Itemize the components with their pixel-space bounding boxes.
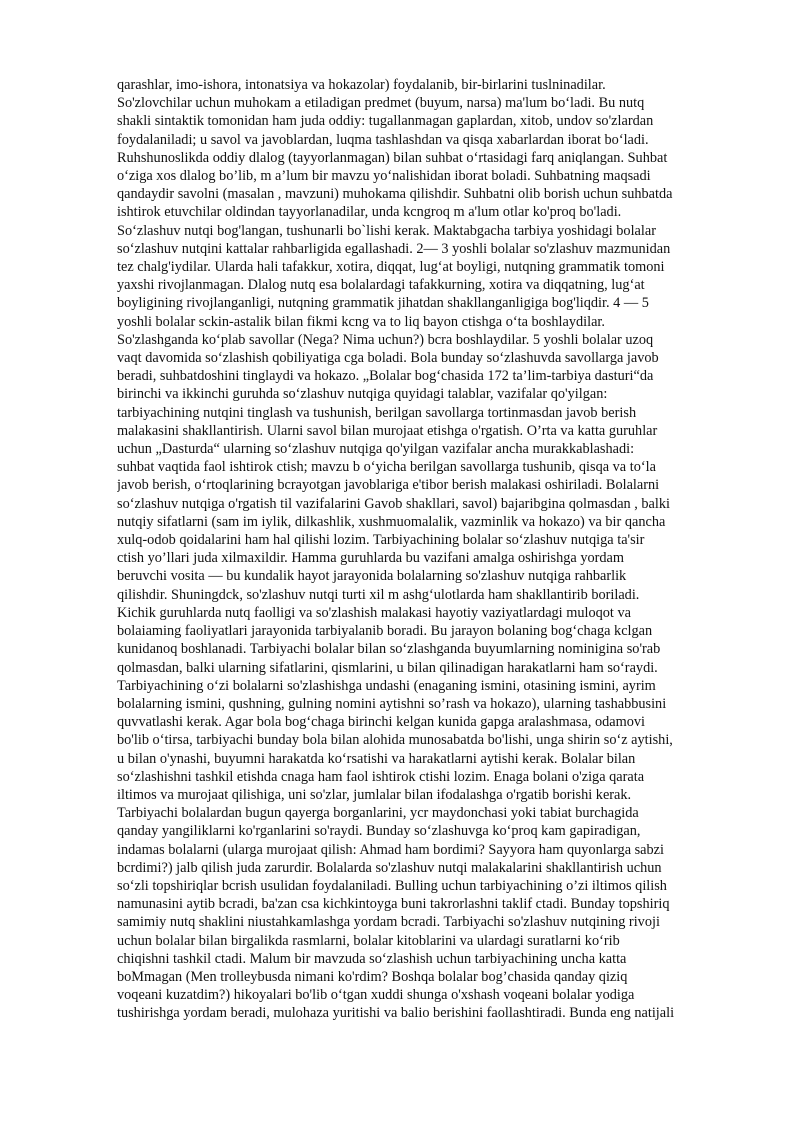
body-text	[117, 76, 743, 1023]
text-line: Kichik guruhlarda nutq faolligi va so'zlashish malakasi hayotiy vaziyatlardagi muloqot va	[117, 604, 631, 621]
text-line: kunidanoq boshlanadi. Tarbiyachi bolalar bilan so‘zlashganda buyumlarning nominigina so'rab	[117, 641, 661, 658]
text-line: qarashlar, imo-ishora, intonatsiya va hokazolar) foydalanib, bir-birlarini tuslninadilar.	[117, 77, 606, 93]
text-line: boyligining rivojlanganligi, nutqning grammatik jihatdan shakllanganligiga bog'liqdir. 4 — 5	[117, 295, 649, 312]
text-line: So'zlovchilar uchun muhokam a etiladigan predmet (buyum, narsa) ma'lum bo‘ladi. Bu nutq	[117, 95, 645, 112]
text-line: so‘zlashishni tashkil etishda cnaga ham faol ishtirok ctishi lozim. Enaga bolani o'ziga qarata	[117, 768, 645, 785]
text-line: Tarbiyachi bolalardan bugun qayerga borganlarini, ycr maydonchasi yoki tabiat burchagida	[117, 805, 639, 822]
text-line: yoshli bolalar sckin-astalik bilan fikmi kcng va to liq bayon ctishga o‘ta boshlaydilar.	[117, 313, 605, 330]
text-line: o‘ziga xos dlalog bo’lib, m a’lum bir mavzu yo‘nalishidan iborat boladi. Suhbatning maqsadi	[117, 168, 651, 185]
text-line: qandaydir savolni (masalan , mavzuni) muhokama qilishdir. Suhbatni olib borish uchun suhbatda	[117, 186, 673, 203]
text-line: uchun bolalar bilan birgalikda rasmlarni, bolalar kitoblarini va ulardagi suratlarni ko‘rib	[117, 932, 620, 949]
text-line: iltimos va murojaat qilishiga, uni so'zlar, jumlalar bilan ifodalashga o'rgatib borishi kerak.	[117, 786, 632, 803]
text-line: vaqt davomida so‘zlashish qobiliyatiga cga boladi. Bola bunday so‘zlashuvda savollarga javob	[117, 350, 659, 367]
text-line: malakasini shakllantirish. Ularni savol bilan murojaat etishga o'rgatish. O’rta va katta guruhlar	[117, 422, 658, 439]
document-page	[117, 76, 743, 1023]
text-line: javob berish, o‘rtoqlarining bcrayotgan javoblariga e'tibor berish malakasi oshiriladi. Bolalarni	[117, 477, 660, 494]
text-line: samimiy nutq shaklini niustahkamlashga yordam bcradi. Tarbiyachi so'zlashuv nutqining rivoji	[117, 914, 660, 931]
text-line: so‘zlashuv nutqini kattalar rahbarligida egallashadi. 2— 3 yoshli bolalar so'zlashuv mazmunidan	[117, 240, 671, 257]
text-line: birinchi va ikkinchi guruhda so‘zlashuv nutqiga quyidagi talablar, vazifalar qo'yilgan:	[117, 386, 608, 403]
text-line: shakli sintaktik tomonidan ham juda oddiy: tugallanmagan gaplardan, xitob, undov so'zlardan	[117, 113, 654, 130]
text-line: Ruhshunoslikda oddiy dlalog (tayyorlanmagan) bilan suhbat o‘rtasidagi farq aniqlangan. Suhbat	[117, 149, 668, 166]
text-line: quvvatlashi kerak. Agar bola bog‘chaga birinchi kelgan kunida gapga aralashmasa, odamovi	[117, 714, 646, 731]
text-line: So‘zlashuv nutqi bog'langan, tushunarli bo`lishi kerak. Maktabgacha tarbiya yoshidagi bolalar	[117, 222, 656, 239]
text-line: beradi, suhbatdoshini tinglaydi va hokazo. „Bolalar bog‘chasida 172 ta’lim-tarbiya dasturi“da	[117, 368, 654, 385]
text-line: yaxshi rivojlanmagan. Dlalog nutq esa bolalardagi tafakkurning, xotira va diqqatning, lug‘at	[117, 277, 645, 294]
text-line: xulq-odob qoidalarini ham hal qilishi lozim. Tarbiyachining bolalar so‘zlashuv nutqiga ta'sir	[117, 532, 645, 549]
text-line: voqeani kuzatdim?) hikoyalari bo'lib o‘tgan xuddi shunga o'xshash voqeani bolalar yodiga	[117, 987, 635, 1004]
text-line: ishtirok etuvchilar oldindan tayyorlanadilar, unda kcngroq m a'lum otlar ko'proq bo'ladi.	[117, 204, 622, 221]
text-line: chiqishni tashkil ctadi. Malum bir mavzuda so‘zlashish uchun tarbiyachining uncha katta	[117, 950, 627, 967]
text-line: beruvchi vosita — bu kundalik hayot jarayonida bolalarning so'zlashuv nutqiga rahbarlik	[117, 568, 627, 585]
text-line: u bilan o'ynashi, buyumni harakatda ko‘rsatishi va harakatlarni aytishi kerak. Bolalar bilan	[117, 750, 636, 767]
text-line: ctish yo’llari juda xilmaxildir. Hamma guruhlarda bu vazifani amalga oshirishga yordam	[117, 550, 625, 567]
text-line: uchun „Dasturda“ ularning so‘zlashuv nutqiga qo'yilgan vazifalar ancha murakkablashadi:	[117, 441, 635, 458]
text-line: indamas bolalarni (ularga murojaat qilish: Ahmad ham bordimi? Sayyora ham quyonlarga sabzi	[117, 841, 664, 858]
text-line: tez chalg'iydilar. Ularda hali tafakkur, xotira, diqqat, lug‘at boyligi, nutqning grammatik tomoni	[117, 259, 665, 276]
text-line: boMmagan (Men trolleybusda nimani ko'rdim? Boshqa bolalar bog’chasida qanday qiziq	[117, 968, 628, 985]
text-line: nutqiy sifatlarni (sam im iylik, dilkashlik, xushmuomalalik, vazminlik va hokazo) va bir qancha	[117, 513, 666, 530]
text-line: suhbat vaqtida faol ishtirok ctish; mavzu b o‘yicha berilgan savollarga tushunib, qisqa va to‘la	[117, 459, 656, 476]
text-line: qanday yangiliklarni ko'rganlarini so'raydi. Bunday so‘zlashuvga ko‘proq kam gapiradigan,	[117, 823, 641, 840]
text-line: bo'lib o‘tirsa, tarbiyachi bunday bola bilan alohida munosabatda bo'lishi, unga shirin so‘z aytishi,	[117, 732, 673, 749]
text-line: bolaiaming faoliyatlari jarayonida tarbiyalanib boradi. Bu jarayon bolaning bog‘chaga kclgan	[117, 623, 653, 640]
text-line: foydalaniladi; u savol va javoblardan, luqma tashlashdan va qisqa xabarlardan iborat bo‘ladi.	[117, 131, 649, 148]
text-line: tarbiyachining nutqini tinglash va tushunish, berilgan savollarga tortinmasdan javob berish	[117, 404, 637, 421]
text-line: Tarbiyachining o‘zi bolalarni so'zlashishga undashi (enaganing ismini, otasining ismini, ayrim	[117, 677, 656, 694]
text-line: so‘zli topshiriqlar bcrish usulidan foydalaniladi. Bulling uchun tarbiyachining o’zi iltimos qilish	[117, 877, 667, 894]
text-line: tushirishga yordam beradi, mulohaza yuritishi va balio berishini faollashtiradi. Bunda eng natijali	[117, 1005, 675, 1022]
text-line: qilishdir. Shuningdck, so'zlashuv nutqi turti xil m ashg‘ulotlarda ham shakllantirib boriladi.	[117, 586, 640, 603]
text-line: namunasini aytib bcradi, ba'zan csa kichkintoyga buni takrorlashni taklif ctadi. Bunday topshiriq	[117, 896, 670, 913]
text-line: bcrdimi?) jalb qilish juda zarurdir. Bolalarda so'zlashuv nutqi malakalarini shakllantirish uchun	[117, 859, 662, 876]
text-line: So'zlashganda ko‘plab savollar (Nega? Nima uchun?) bcra boshlaydilar. 5 yoshli bolalar uzoq	[117, 331, 654, 348]
text-line: so‘zlashuv nutqiga o'rgatish til vazifalarini Gavob shakllari, savol) bajaribgina qolmasdan , balki	[117, 495, 670, 512]
text-line: bolalarning ismini, qushning, gulning nomini aytishni so’rash va hokazo), ularning tashabbusini	[117, 695, 667, 712]
text-line: qolmasdan, balki ularning sifatlarini, qismlarini, u bilan qilinadigan harakatlarni ham so‘raydi.	[117, 659, 658, 676]
